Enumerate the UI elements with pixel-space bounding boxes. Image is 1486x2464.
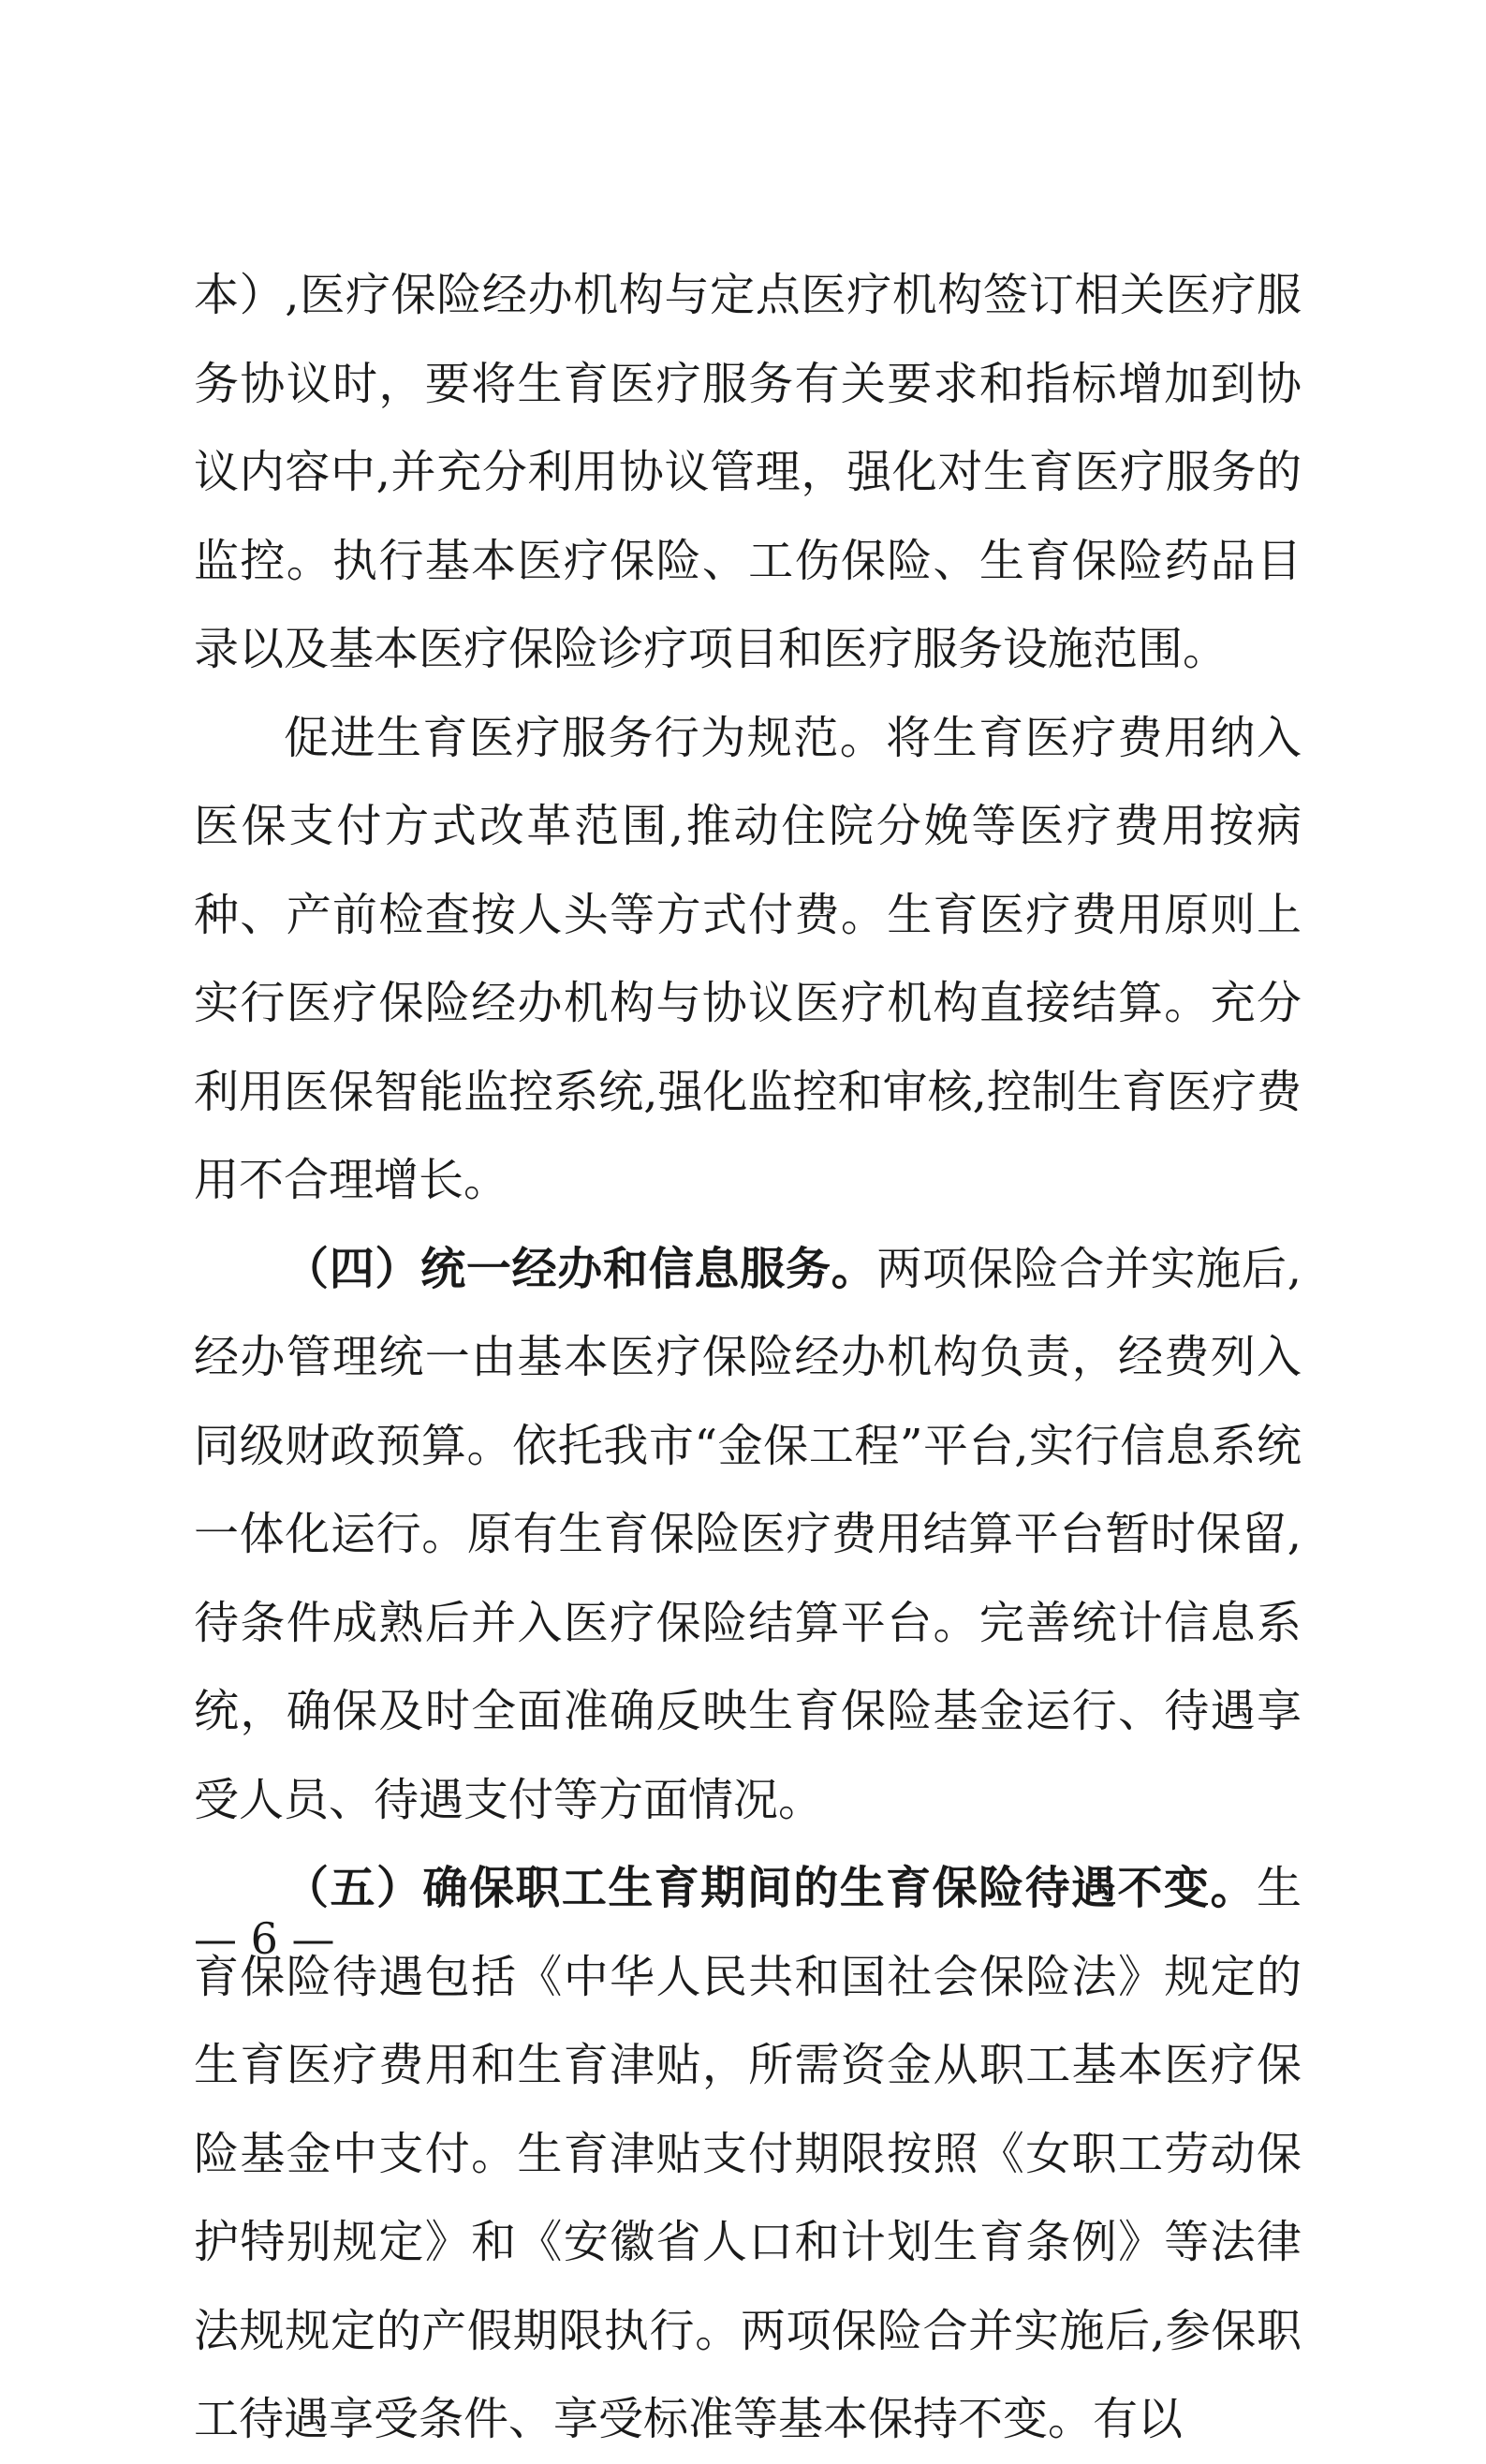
paragraph bbox=[194, 694, 1302, 1225]
paragraph-text: 促进生育医疗服务行为规范。将生育医疗费用纳入医保支付方式改革范围,推动住院分娩等医疗费用按病种、产前检查按人头等方式付费。生育医疗费用原则上实行医疗保险经办机构与协议医疗机构直接结算。充分利用医保智能监控系统,强化监控和审核,控制生育医疗费用不合理增长。 bbox=[194, 711, 1302, 1206]
section-heading: （五）确保职工生育期间的生育保险待遇不变。 bbox=[284, 1862, 1257, 1914]
body-text bbox=[194, 251, 1302, 2464]
paragraph-text: 本）,医疗保险经办机构与定点医疗机构签订相关医疗服务协议时，要将生育医疗服务有关要求和指标增加到协议内容中,并充分利用协议管理，强化对生育医疗服务的监控。执行基本医疗保险、工伤保险、生育保险药品目录以及基本医疗保险诊疗项目和医疗服务设施范围。 bbox=[194, 269, 1302, 675]
paragraph bbox=[194, 1844, 1302, 2464]
paragraph-text: 两项保险合并实施后,经办管理统一由基本医疗保险经办机构负责，经费列入同级财政预算。依托我市“金保工程”平台,实行信息系统一体化运行。原有生育保险医疗费用结算平台暂时保留,待条件成熟后并入医疗保险结算平台。完善统计信息系统，确保及时全面准确反映生育保险基金运行、待遇享受人员、待遇支付等方面情况。 bbox=[194, 1242, 1302, 1826]
paragraph bbox=[194, 1225, 1302, 1845]
section-heading: （四）统一经办和信息服务。 bbox=[284, 1242, 877, 1295]
paragraph bbox=[194, 251, 1302, 694]
paragraph-text: 生育保险待遇包括《中华人民共和国社会保险法》规定的生育医疗费用和生育津贴，所需资金从职工基本医疗保险基金中支付。生育津贴支付期限按照《女职工劳动保护特别规定》和《安徽省人口和计划生育条例》等法律法规规定的产假期限执行。两项保险合并实施后,参保职工待遇享受条件、享受标准等基本保持不变。有以 bbox=[194, 1862, 1302, 2445]
page-number: — 6 — bbox=[194, 1913, 335, 1964]
